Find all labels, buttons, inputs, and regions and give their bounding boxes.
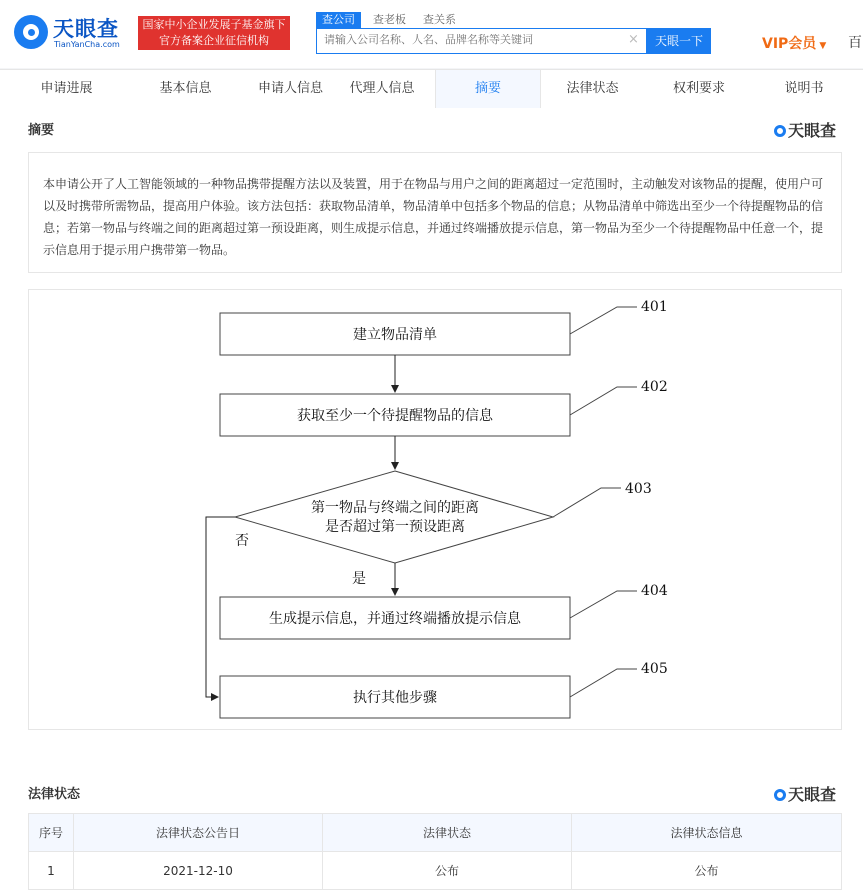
search-button[interactable]: 天眼一下 [647, 28, 711, 54]
col-header-status: 法律状态 [323, 814, 572, 852]
logo-text: 天眼查 [53, 17, 119, 41]
top-header [0, 0, 863, 68]
slogan-line-2: 官方备案企业征信机构 [159, 34, 269, 47]
abstract-brand-text: 天眼查 [788, 121, 837, 140]
flowchart-diagram [29, 290, 841, 729]
flow-step-405-label: 执行其他步骤 [353, 690, 437, 706]
search-box [316, 28, 647, 54]
legal-status-title: 法律状态 [28, 787, 81, 802]
search-tab-boss[interactable]: 查老板 [373, 13, 406, 26]
cell-date: 2021-12-10 [74, 852, 323, 890]
tianyancha-logo-icon [774, 789, 786, 801]
ref-404: 404 [641, 583, 668, 599]
col-header-index: 序号 [29, 814, 74, 852]
col-header-date: 法律状态公告日 [74, 814, 323, 852]
legal-brand [774, 782, 836, 805]
flow-step-404-label: 生成提示信息，并通过终端播放提示信息 [269, 611, 521, 627]
flow-yes-label: 是 [352, 571, 366, 587]
search-tab-relation[interactable]: 查关系 [423, 13, 456, 26]
cell-status: 公布 [323, 852, 572, 890]
ref-405: 405 [641, 661, 668, 677]
tianyancha-logo-icon [774, 125, 786, 137]
search-tab-company[interactable]: 查公司 [316, 12, 361, 28]
cell-index: 1 [29, 852, 74, 890]
slogan-line-1: 国家中小企业发展子基金旗下 [142, 18, 286, 31]
legal-status-table [28, 813, 842, 890]
nav-tab-abstract[interactable]: 摘要 [435, 70, 541, 108]
ref-leader-403 [553, 488, 621, 517]
user-menu[interactable]: 百 [848, 35, 862, 51]
ref-leader-404 [570, 591, 637, 618]
ref-403: 403 [625, 481, 652, 497]
flow-decision-diamond-403 [235, 471, 553, 563]
vip-label: VIP会员 [762, 36, 817, 52]
table-header-row [29, 814, 842, 852]
flow-decision-label-line2: 是否超过第一预设距离 [325, 519, 465, 535]
table-row [29, 852, 842, 890]
nav-tab-agent[interactable]: 代理人信息 [349, 81, 415, 96]
abstract-box [28, 152, 842, 273]
nav-tab-applicant[interactable]: 申请人信息 [257, 81, 323, 96]
col-header-info: 法律状态信息 [572, 814, 842, 852]
ref-leader-405 [570, 669, 637, 697]
vip-menu[interactable] [762, 33, 826, 53]
abstract-title: 摘要 [28, 123, 55, 138]
search-input[interactable] [324, 34, 624, 46]
flow-step-401-label: 建立物品清单 [353, 327, 437, 343]
nav-tab-description[interactable]: 说明书 [784, 81, 824, 96]
ref-402: 402 [641, 379, 668, 395]
logo-subtext: TianYanCha.com [54, 40, 120, 49]
abstract-text: 本申请公开了人工智能领域的一种物品携带提醒方法以及装置，用于在物品与用户之间的距离超过一定范围时，主动触发对该物品的提醒，使用户可以及时携带所需物品，提高用户体验。该方法包括：获取物品清单，物品清单中包括多个物品的信息；从物品清单中筛选出至少一个待提醒物品的信息；若第一物品与终端之间的距离超过第一预设距离，则生成提示信息，并通过终端播放提示信息，第一物品为至少一个待提醒物品中任意一个，提示信息用于提示用户携带第一物品。 [43, 177, 824, 257]
abstract-brand [774, 118, 836, 141]
clear-icon[interactable]: × [628, 32, 639, 47]
nav-tab-claims[interactable]: 权利要求 [672, 81, 725, 96]
flow-decision-label-line1: 第一物品与终端之间的距离 [311, 500, 479, 516]
caret-down-icon: ▼ [819, 41, 827, 51]
logo[interactable] [14, 13, 132, 53]
flow-step-402-label: 获取至少一个待提醒物品的信息 [297, 408, 493, 424]
nav-tab-progress[interactable]: 申请进展 [40, 81, 93, 96]
slogan-banner [138, 16, 290, 50]
legal-brand-text: 天眼查 [788, 785, 837, 804]
cell-info: 公布 [572, 852, 842, 890]
ref-401: 401 [641, 299, 668, 315]
flow-no-label: 否 [235, 533, 249, 549]
nav-tab-basic-info[interactable]: 基本信息 [159, 81, 212, 96]
ref-leader-401 [570, 307, 637, 334]
abstract-figure [28, 289, 842, 730]
logo-eye-icon [14, 15, 48, 49]
nav-tab-legal-status[interactable]: 法律状态 [566, 81, 619, 96]
section-nav [0, 69, 863, 109]
ref-leader-402 [570, 387, 637, 415]
